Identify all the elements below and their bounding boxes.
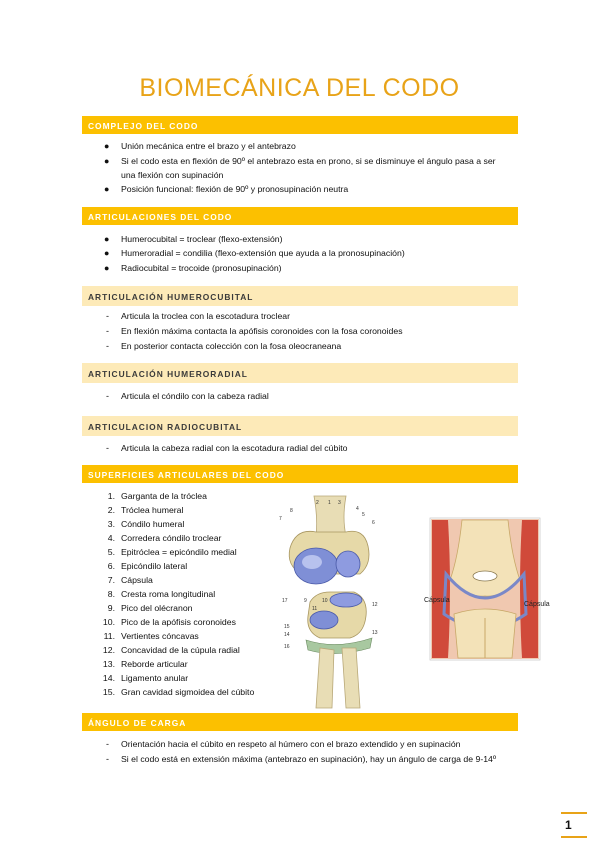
elbow-bones-illustration [276,488,388,708]
list-item: Radiocubital = trocoide (pronosupinación) [121,263,282,273]
figure-label: 15 [284,624,290,630]
bullet-marker: ● [104,234,110,244]
figure-label: 17 [282,598,288,604]
item-number: 5. [107,547,115,557]
item-number: 15. [102,687,115,697]
list-item: Humeroradial = condilia (flexo-extensión que ayuda a la pronosupinación) [121,248,405,258]
page-number-rule-bottom [561,836,587,838]
figure-label: 9 [304,598,307,604]
item-number: 9. [107,603,115,613]
list-item: Articula la cabeza radial con la escotadura radial del cúbito [121,443,348,453]
section-heading-complejo: COMPLEJO DEL CODO [82,116,518,134]
dash-marker: - [106,311,109,321]
list-item: Garganta de la tróclea [121,491,207,501]
dash-marker: - [106,754,109,764]
figure-label: 4 [356,506,359,512]
figure-label: 12 [372,602,378,608]
section-heading-superficies: SUPERFICIES ARTICULARES DEL CODO [82,465,518,483]
list-item: Tróclea humeral [121,505,184,515]
figure-label: 14 [284,632,290,638]
capsule-label-left: Cápsula [424,597,450,604]
elbow-capsule-illustration [424,518,550,660]
list-item: En flexión máxima contacta la apófisis coronoides con la fosa coronoides [121,326,403,336]
list-item: Pico del olécranon [121,603,193,613]
list-item: Gran cavidad sigmoidea del cúbito [121,687,255,697]
list-item: Epicóndilo lateral [121,561,188,571]
item-number: 8. [107,589,115,599]
dash-marker: - [106,326,109,336]
list-item: Reborde articular [121,659,188,669]
figure-label: 13 [372,630,378,636]
list-item: Humerocubital = troclear (flexo-extensión) [121,234,283,244]
item-number: 1. [107,491,115,501]
list-item: Unión mecánica entre el brazo y el antebrazo [121,141,296,151]
figure-label: 2 [316,500,319,506]
list-item: Epitróclea = epicóndilo medial [121,547,237,557]
item-number: 6. [107,561,115,571]
item-number: 4. [107,533,115,543]
figure-label: 10 [322,598,328,604]
item-number: 10. [102,617,115,627]
list-item: Cóndilo humeral [121,519,185,529]
bullet-marker: ● [104,156,110,166]
item-number: 14. [102,673,115,683]
figure-label: 7 [279,516,282,522]
list-item: Posición funcional: flexión de 90º y pronosupinación neutra [121,184,349,194]
subsection-heading-humeroradial: ARTICULACIÓN HUMERORADIAL [82,363,518,383]
bullet-marker: ● [104,248,110,258]
list-item: Si el codo esta en flexión de 90º el antebrazo esta en prono, si se disminuye el ángulo pasa a ser [121,156,496,166]
item-number: 11. [103,631,115,641]
item-number: 7. [107,575,115,585]
bullet-marker: ● [104,141,110,151]
list-item: Si el codo está en extensión máxima (antebrazo en supinación), hay un ángulo de carga de 9-14º [121,754,497,764]
section-heading-articulaciones: ARTICULACIONES DEL CODO [82,207,518,225]
bullet-marker: ● [104,184,110,194]
section-heading-angulo: ÁNGULO DE CARGA [82,713,518,731]
list-item: Pico de la apófisis coronoides [121,617,236,627]
figure-label: 6 [372,520,375,526]
bullet-marker: ● [104,263,110,273]
figure-label: 16 [284,644,290,650]
list-item: En posterior contacta colección con la fosa oleocraneana [121,341,342,351]
figure-label: 11 [312,606,318,612]
subsection-heading-humerocubital: ARTICULACIÓN HUMEROCUBITAL [82,286,518,306]
list-item: Articula la troclea con la escotadura troclear [121,311,291,321]
page-number-rule-top [561,812,587,814]
list-item: Articula el cóndilo con la cabeza radial [121,391,269,401]
list-item: Ligamento anular [121,673,189,683]
item-number: 12. [102,645,115,655]
subsection-heading-radiocubital: ARTICULACION RADIOCUBITAL [82,416,518,436]
figure-label: 5 [362,512,365,518]
list-item: Orientación hacia el cúbito en respeto al húmero con el brazo extendido y en supinación [121,739,461,749]
dash-marker: - [106,391,109,401]
capsule-label-right: Cápsula [524,601,550,608]
figure-label: 1 [328,500,331,506]
dash-marker: - [106,341,109,351]
list-item: Cápsula [121,575,153,585]
figure-label: 3 [338,500,341,506]
figure-label: 8 [290,508,293,514]
list-item: Vertientes cóncavas [121,631,199,641]
list-item: Cresta roma longitudinal [121,589,216,599]
dash-marker: - [106,739,109,749]
page-number: 1 [565,818,572,832]
item-number: 13. [102,659,115,669]
item-number: 2. [107,505,115,515]
list-item: una flexión con supinación [121,170,224,180]
list-item: Concavidad de la cúpula radial [121,645,240,655]
dash-marker: - [106,443,109,453]
item-number: 3. [107,519,115,529]
page-title: BIOMECÁNICA DEL CODO [139,74,460,102]
list-item: Corredera cóndilo troclear [121,533,222,543]
